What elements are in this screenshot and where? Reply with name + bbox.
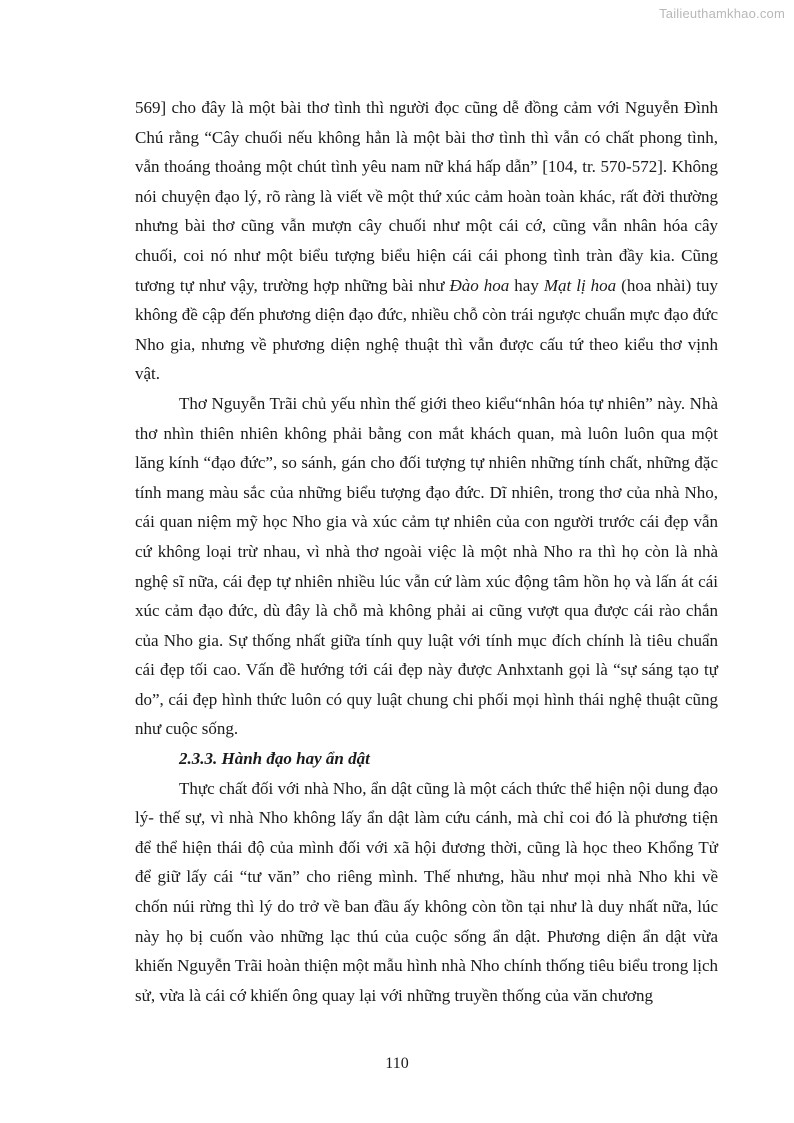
paragraph-text: (hoa nhài) tuy không đề cập đến phương diện đạo đức, nhiều chỗ còn trái ngược chuẩn mực đạo đức Nho gia, nhưng về phương diện nghệ thuật thì vẫn được cấu tứ theo kiểu thơ vịnh vật. [135, 275, 719, 384]
paragraph-text: 569] cho đây là một bài thơ tình thì người đọc cũng dễ đồng cảm với Nguyễn Đình Chú rằng “Cây chuối nếu không hẳn là một bài thơ tình thì vẫn có chất phong tình, vẫn thoáng thoảng một chút tình yêu nam nữ khá hấp dẫn” [104, tr. 570-572]. Không nói chuyện đạo lý, rõ ràng là viết về một thứ xúc cảm hoàn toàn khác, rất đời thường nhưng bài thơ cũng vẫn mượn cây chuối như một cái cớ, cũng vẫn nhân hóa cây chuối, coi nó như một biểu tượng biểu hiện cái cái phong tình tràn đầy kia. Cũng tương tự như vậy, trường hợp những bài như [135, 98, 718, 295]
paragraph-continuation [135, 93, 718, 389]
page-body [135, 93, 718, 1010]
poem-title-dao-hoa: Đào hoa [449, 275, 510, 295]
paragraph-text: hay [509, 275, 544, 295]
page-number: 110 [385, 1055, 409, 1072]
paragraph-nhan-hoa: Thơ Nguyễn Trãi chủ yếu nhìn thế giới theo kiểu“nhân hóa tự nhiên” này. Nhà thơ nhìn thiên nhiên không phải bằng con mắt khách quan, mà luôn luôn qua một lăng kính “đạo đức”, so sánh, gán cho đối tượng tự nhiên những tính chất, những đặc tính mang màu sắc của những biểu tượng đạo đức. Dĩ nhiên, trong thơ của nhà Nho, cái quan niệm mỹ học Nho gia và xúc cảm tự nhiên của con người trước cái đẹp vẫn cứ không loại trừ nhau, vì nhà thơ ngoài việc là một nhà Nho ra thì họ còn là nhà nghệ sĩ nữa, cái đẹp tự nhiên nhiều lúc vẫn cứ làm xúc động tâm hồn họ và lấn át cái xúc cảm đạo đức, dù đây là chỗ mà không phải ai cũng vượt qua được cái rào chắn của Nho gia. Sự thống nhất giữa tính quy luật với tính mục đích chính là tiêu chuẩn cái đẹp tối cao. Vấn đề hướng tới cái đẹp này được Anhxtanh gọi là “sự sáng tạo tự do”, cái đẹp hình thức luôn có quy luật chung chi phối mọi hình thái nghệ thuật cũng như cuộc sống. [135, 393, 718, 739]
paragraph-an-dat: Thực chất đối với nhà Nho, ẩn dật cũng là một cách thức thể hiện nội dung đạo lý- thế sự, vì nhà Nho không lấy ẩn dật làm cứu cánh, mà chỉ coi đó là phương tiện để thể hiện thái độ của mình đối với xã hội đương thời, cũng là học theo Khổng Tử để giữ lấy cái “tư văn” cho riêng mình. Thế nhưng, hầu như mọi nhà Nho khi về chốn núi rừng thì lý do trở về ban đầu ấy không còn tồn tại như là duy nhất nữa, lúc này họ bị cuốn vào những lạc thú của cuộc sống ẩn dật. Phương diện ẩn dật vừa khiến Nguyễn Trãi hoàn thiện một mẫu hình nhà Nho chính thống tiêu biểu trong lịch sử, vừa là cái cớ khiến ông quay lại với những truyền thống của văn chương [135, 778, 718, 1005]
section-heading: 2.3.3. Hành đạo hay ẩn dật [179, 749, 370, 769]
poem-title-mat-li-hoa: Mạt lị hoa [543, 275, 617, 295]
watermark: Tailieuthamkhao.com [659, 6, 785, 21]
